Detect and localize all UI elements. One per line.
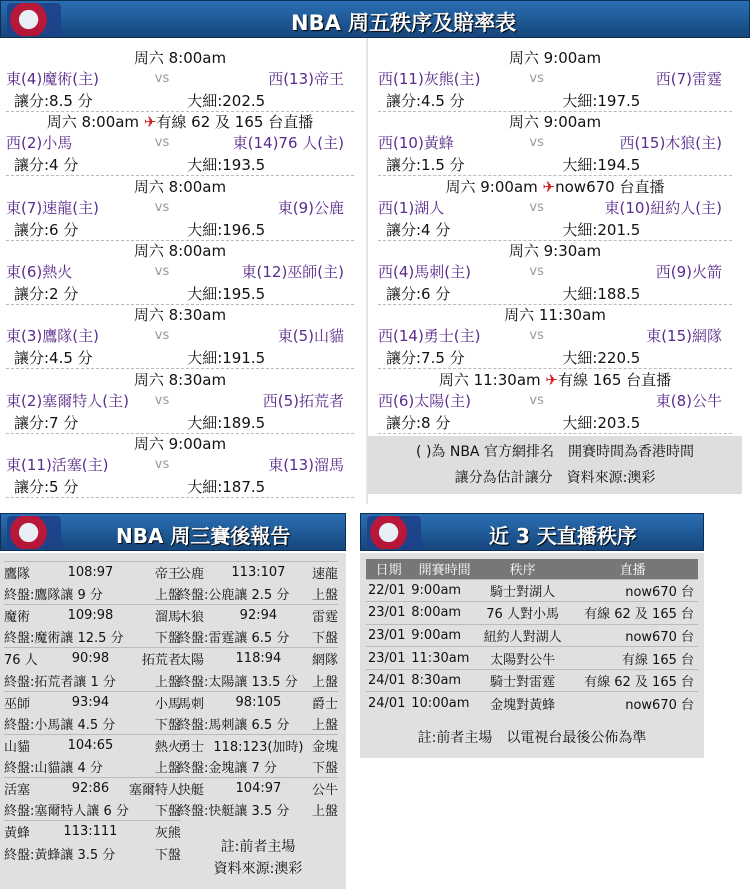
report-outcome: 下盤	[154, 717, 181, 733]
nba-logo-icon	[367, 516, 421, 549]
total: 大細:220.5	[562, 349, 641, 368]
vs-label: vs	[529, 328, 544, 344]
report-team-home: 黃蜂	[4, 826, 31, 842]
team-away: 東(9)公鹿	[277, 198, 344, 217]
report-team-away: 速龍	[311, 567, 338, 583]
report-result: 終盤:拓荒者讓 1 分	[4, 674, 116, 690]
report-score: 113:111	[63, 824, 118, 840]
match-time: 周六 8:30am	[133, 306, 227, 325]
match-time-row	[0, 305, 360, 325]
report-row	[178, 713, 338, 735]
report-result: 終盤:公鹿讓 2.5 分	[178, 588, 290, 604]
report-result: 終盤:黃蜂讓 3.5 分	[4, 847, 116, 863]
report-score: 104:65	[67, 737, 114, 753]
live-cell: 太陽對公牛	[490, 652, 556, 668]
vs-label: vs	[154, 263, 170, 279]
schedule-note-line2: 讓分為估計讓分 資料來源:澳彩	[454, 470, 656, 486]
report-outcome: 上盤	[311, 674, 338, 690]
report-row	[178, 562, 338, 584]
live-cell: 有線 62 及 165 台	[584, 607, 694, 623]
total: 大細:203.5	[562, 413, 641, 432]
team-home: 西(10)黃蜂	[378, 134, 454, 153]
report-score: 118:94	[235, 651, 282, 667]
schedule-table	[0, 38, 750, 504]
live-row	[366, 624, 698, 647]
match-item	[0, 370, 360, 434]
live-cell: 11:30am	[411, 650, 470, 666]
match-time-row	[0, 241, 360, 261]
report-outcome: 上盤	[154, 674, 181, 690]
live-cell: 9:00am	[411, 627, 462, 643]
report-team-away: 爵士	[311, 696, 338, 712]
spread: 讓分:7.5 分	[386, 349, 465, 368]
match-time: 周六 9:00am	[508, 113, 602, 132]
team-away: 東(13)溜馬	[268, 455, 344, 474]
vs-label: vs	[154, 71, 170, 86]
report-row	[178, 605, 338, 627]
live-cell: 24/01	[368, 696, 406, 712]
match-time: 周六 8:00am	[133, 49, 227, 67]
total: 大細:195.5	[187, 284, 266, 303]
live-note: 註:前者主場 以電視台最後公佈為準	[417, 730, 647, 746]
match-time: 周六 11:30am	[504, 306, 606, 325]
report-outcome: 上盤	[154, 588, 181, 604]
report-score: 92:86	[71, 780, 110, 796]
spread: 讓分:4 分	[386, 220, 451, 239]
report-header	[0, 513, 346, 551]
report-note	[178, 836, 338, 880]
report-row	[4, 756, 181, 778]
match-time-row	[0, 434, 360, 454]
match-time-row	[372, 305, 738, 325]
report-team-home: 76 人	[4, 653, 38, 669]
live-row	[366, 647, 698, 670]
total: 大細:191.5	[187, 349, 266, 368]
team-home: 西(4)馬刺(主)	[378, 262, 471, 281]
match-time-row	[0, 177, 360, 197]
live-cell: 金塊對黃蜂	[490, 698, 556, 714]
vs-label: vs	[529, 392, 544, 408]
live-column-header: 開賽時間	[411, 559, 478, 579]
report-right-table	[178, 561, 338, 821]
total: 大細:188.5	[562, 284, 641, 303]
match-time: 周六 8:00am	[46, 113, 140, 132]
live-cell: 76 人對小馬	[486, 607, 559, 623]
vs-label: vs	[529, 71, 544, 86]
schedule-note-line1: ( )為 NBA 官方網排名 開賽時間為香港時間	[416, 444, 694, 460]
report-score: 98:105	[235, 694, 282, 710]
live-header-row	[366, 559, 698, 579]
team-home: 東(11)活塞(主)	[6, 455, 109, 474]
total: 大細:202.5	[187, 92, 266, 110]
tv-icon: ✈	[545, 370, 558, 389]
report-team-away: 拓荒者	[141, 653, 181, 669]
live-cell: 24/01	[368, 673, 406, 689]
team-home: 西(2)小馬	[6, 134, 73, 153]
match-item	[372, 48, 738, 112]
report-row	[178, 626, 338, 648]
report-row	[178, 648, 338, 670]
team-home: 西(11)灰熊(主)	[378, 70, 481, 88]
schedule-note	[368, 436, 742, 494]
match-item	[372, 241, 738, 305]
report-note-line1: 註:前者主場	[220, 839, 296, 855]
team-away: 西(13)帝王	[268, 70, 344, 88]
spread: 讓分:8 分	[386, 413, 451, 432]
match-time-row	[372, 370, 738, 390]
match-time: 周六 9:00am	[133, 434, 227, 453]
report-note-line2: 資料來源:澳彩	[213, 861, 303, 877]
report-outcome: 下盤	[154, 847, 181, 863]
vs-label: vs	[154, 392, 170, 408]
report-row	[178, 669, 338, 691]
schedule-title: NBA 周五秩序及賠率表	[291, 11, 517, 35]
match-time-row	[0, 112, 360, 132]
report-result: 終盤:金塊讓 7 分	[178, 760, 277, 776]
team-away: 東(10)紐約人(主)	[604, 198, 722, 217]
report-row	[4, 626, 181, 648]
live-cell: 有線 165 台	[621, 652, 694, 668]
live-cell: 23/01	[368, 650, 406, 666]
team-away: 東(5)山貓	[277, 327, 344, 346]
report-score: 93:94	[71, 694, 110, 710]
report-row	[178, 691, 338, 713]
report-row	[4, 734, 181, 756]
team-home: 東(3)鷹隊(主)	[6, 327, 99, 346]
live-row	[366, 669, 698, 692]
report-outcome: 上盤	[311, 804, 338, 820]
match-time-row	[372, 177, 738, 197]
match-item	[0, 434, 360, 498]
report-row	[178, 799, 338, 821]
match-time-row	[0, 48, 360, 68]
match-time: 周六 8:30am	[133, 370, 227, 389]
spread: 讓分:1.5 分	[386, 156, 465, 175]
match-item	[0, 177, 360, 241]
match-item	[0, 48, 360, 112]
live-cell: 騎士對湖人	[490, 584, 556, 600]
report-row	[4, 691, 181, 713]
live-cell: 8:00am	[411, 605, 462, 621]
report-left-table	[4, 561, 181, 864]
report-outcome: 上盤	[311, 717, 338, 733]
report-team-away: 雷霆	[311, 610, 338, 626]
match-broadcast: 有線 62 及 165 台直播	[156, 113, 314, 132]
report-result: 終盤:魔術讓 12.5 分	[4, 631, 124, 647]
spread: 讓分:6 分	[14, 220, 79, 239]
report-team-home: 勇士	[178, 739, 205, 755]
match-item	[0, 305, 360, 369]
report-team-home: 活塞	[4, 782, 31, 798]
live-table	[366, 559, 698, 715]
live-cell: 22/01	[368, 582, 406, 598]
report-outcome: 下盤	[154, 631, 181, 647]
report-row	[178, 756, 338, 778]
team-away: 西(15)木狼(主)	[619, 134, 722, 153]
report-row	[4, 799, 181, 821]
team-home: 西(14)勇士(主)	[378, 327, 481, 346]
match-item	[372, 305, 738, 369]
team-home: 東(2)塞爾特人(主)	[6, 391, 129, 410]
spread: 讓分:7 分	[14, 413, 79, 432]
report-outcome: 下盤	[311, 631, 338, 647]
match-broadcast: now670 台直播	[555, 177, 665, 196]
vs-label: vs	[154, 328, 170, 344]
report-result: 終盤:鷹隊讓 9 分	[4, 588, 103, 604]
vs-label: vs	[154, 456, 170, 472]
team-home: 西(1)湖人	[378, 198, 445, 217]
team-away: 西(9)火箭	[655, 262, 722, 281]
report-title: NBA 周三賽後報告	[116, 524, 291, 548]
vs-label: vs	[529, 135, 544, 151]
match-item	[372, 370, 738, 434]
report-team-home: 馬刺	[178, 696, 205, 712]
report-team-home: 太陽	[178, 653, 205, 669]
tv-icon: ✈	[143, 113, 157, 132]
live-cell: now670 台	[625, 584, 694, 600]
report-outcome: 下盤	[154, 804, 181, 820]
report-row	[178, 734, 338, 756]
team-away: 西(7)雷霆	[655, 70, 722, 88]
match-time: 周六 11:30am	[438, 370, 541, 389]
report-team-away: 金塊	[311, 739, 338, 755]
match-time-row	[0, 370, 360, 390]
match-time: 周六 9:30am	[508, 241, 602, 260]
live-column-header: 直播	[567, 559, 698, 579]
match-item	[372, 177, 738, 241]
tv-icon: ✈	[542, 177, 556, 196]
report-score: 90:98	[71, 651, 110, 667]
match-time-row	[372, 241, 738, 261]
live-title: 近 3 天直播秩序	[489, 524, 637, 548]
report-result: 終盤:塞爾特人讓 6 分	[4, 804, 129, 820]
vs-label: vs	[529, 199, 544, 215]
total: 大細:201.5	[562, 220, 641, 239]
report-team-home: 快艇	[178, 782, 205, 798]
report-team-away: 塞爾特人	[128, 782, 181, 798]
live-cell: 10:00am	[411, 696, 470, 712]
live-row	[366, 579, 698, 602]
match-time-row	[372, 48, 738, 68]
team-home: 東(7)速龍(主)	[6, 198, 99, 217]
report-result: 終盤:快艇讓 3.5 分	[178, 804, 290, 820]
vs-label: vs	[154, 199, 170, 215]
live-cell: 紐約人對湖人	[483, 629, 562, 645]
report-result: 終盤:山貓讓 4 分	[4, 760, 103, 776]
match-item	[0, 241, 360, 305]
report-outcome: 上盤	[311, 588, 338, 604]
live-row	[366, 692, 698, 715]
match-time-row	[372, 112, 738, 132]
report-row	[4, 648, 181, 670]
total: 大細:187.5	[187, 477, 266, 496]
live-column-header: 日期	[366, 559, 411, 579]
live-cell: now670 台	[625, 698, 694, 714]
report-row	[4, 821, 181, 843]
match-time: 周六 9:00am	[445, 177, 538, 196]
report-row	[4, 583, 181, 605]
schedule-header	[0, 0, 750, 38]
team-home: 西(6)太陽(主)	[378, 391, 471, 410]
report-team-away: 灰熊	[154, 826, 181, 842]
report-panel	[0, 553, 346, 889]
spread: 讓分:4 分	[14, 156, 79, 175]
team-away: 東(12)巫師(主)	[241, 262, 344, 281]
spread: 讓分:4.5 分	[386, 92, 465, 110]
nba-logo-icon	[7, 516, 61, 549]
nba-logo-icon	[7, 3, 61, 36]
team-home: 東(6)熱火	[6, 262, 73, 281]
report-result: 終盤:小馬讓 4.5 分	[4, 717, 116, 733]
report-team-home: 鷹隊	[4, 567, 31, 583]
report-team-away: 網隊	[311, 653, 338, 669]
report-row	[178, 777, 338, 799]
report-team-away: 小馬	[154, 696, 181, 712]
live-cell: 騎士對雷霆	[490, 675, 556, 691]
team-away: 西(5)拓荒者	[262, 391, 344, 410]
team-home: 東(4)魔術(主)	[6, 70, 99, 88]
team-away: 東(8)公牛	[655, 391, 722, 410]
match-item	[0, 112, 360, 176]
report-row	[4, 713, 181, 735]
live-cell: 9:00am	[411, 582, 462, 598]
report-team-home: 公鹿	[178, 567, 205, 583]
vs-label: vs	[154, 135, 170, 151]
report-score: 109:98	[67, 608, 114, 624]
match-time: 周六 8:00am	[133, 241, 227, 260]
live-column-header: 秩序	[478, 559, 567, 579]
live-cell: 8:30am	[411, 673, 462, 689]
report-result: 終盤:雷霆讓 6.5 分	[178, 631, 290, 647]
live-panel	[360, 553, 704, 758]
report-score: 118:123(加時)	[213, 739, 304, 755]
total: 大細:193.5	[187, 156, 266, 175]
report-row	[4, 777, 181, 799]
report-team-away: 帝王	[154, 567, 181, 583]
report-result: 終盤:馬刺讓 6.5 分	[178, 717, 290, 733]
match-time: 周六 9:00am	[508, 49, 602, 67]
total: 大細:197.5	[562, 92, 641, 110]
live-cell: 23/01	[368, 627, 406, 643]
report-score: 92:94	[239, 608, 278, 624]
spread: 讓分:2 分	[14, 284, 79, 303]
spread: 讓分:8.5 分	[14, 92, 93, 110]
report-team-home: 木狼	[178, 610, 205, 626]
vs-label: vs	[529, 263, 544, 279]
total: 大細:189.5	[187, 413, 266, 432]
total: 大細:196.5	[187, 220, 266, 239]
report-score: 113:107	[231, 565, 286, 581]
report-team-home: 魔術	[4, 610, 31, 626]
report-outcome: 上盤	[154, 760, 181, 776]
live-cell: now670 台	[625, 629, 694, 645]
report-team-away: 溜馬	[154, 610, 181, 626]
live-cell: 23/01	[368, 605, 406, 621]
live-cell: 有線 62 及 165 台	[584, 675, 694, 691]
live-row	[366, 602, 698, 625]
report-team-away: 熱火	[154, 739, 181, 755]
report-team-home: 山貓	[4, 739, 31, 755]
match-time: 周六 8:00am	[133, 177, 227, 196]
report-team-home: 巫師	[4, 696, 31, 712]
spread: 讓分:4.5 分	[14, 349, 93, 368]
match-item	[372, 112, 738, 176]
report-row	[178, 583, 338, 605]
report-row	[4, 605, 181, 627]
spread: 讓分:5 分	[14, 477, 79, 496]
team-away: 東(14)76 人(主)	[232, 134, 344, 153]
match-broadcast: 有線 165 台直播	[558, 370, 672, 389]
report-row	[4, 842, 181, 864]
report-outcome: 下盤	[311, 760, 338, 776]
total: 大細:194.5	[562, 156, 641, 175]
report-row	[4, 562, 181, 584]
report-score: 104:97	[235, 780, 282, 796]
report-result: 終盤:太陽讓 13.5 分	[178, 674, 298, 690]
spread: 讓分:6 分	[386, 284, 451, 303]
report-team-away: 公牛	[311, 782, 338, 798]
live-header	[360, 513, 704, 551]
report-row	[4, 669, 181, 691]
team-away: 東(15)網隊	[646, 327, 722, 346]
report-score: 108:97	[67, 565, 114, 581]
